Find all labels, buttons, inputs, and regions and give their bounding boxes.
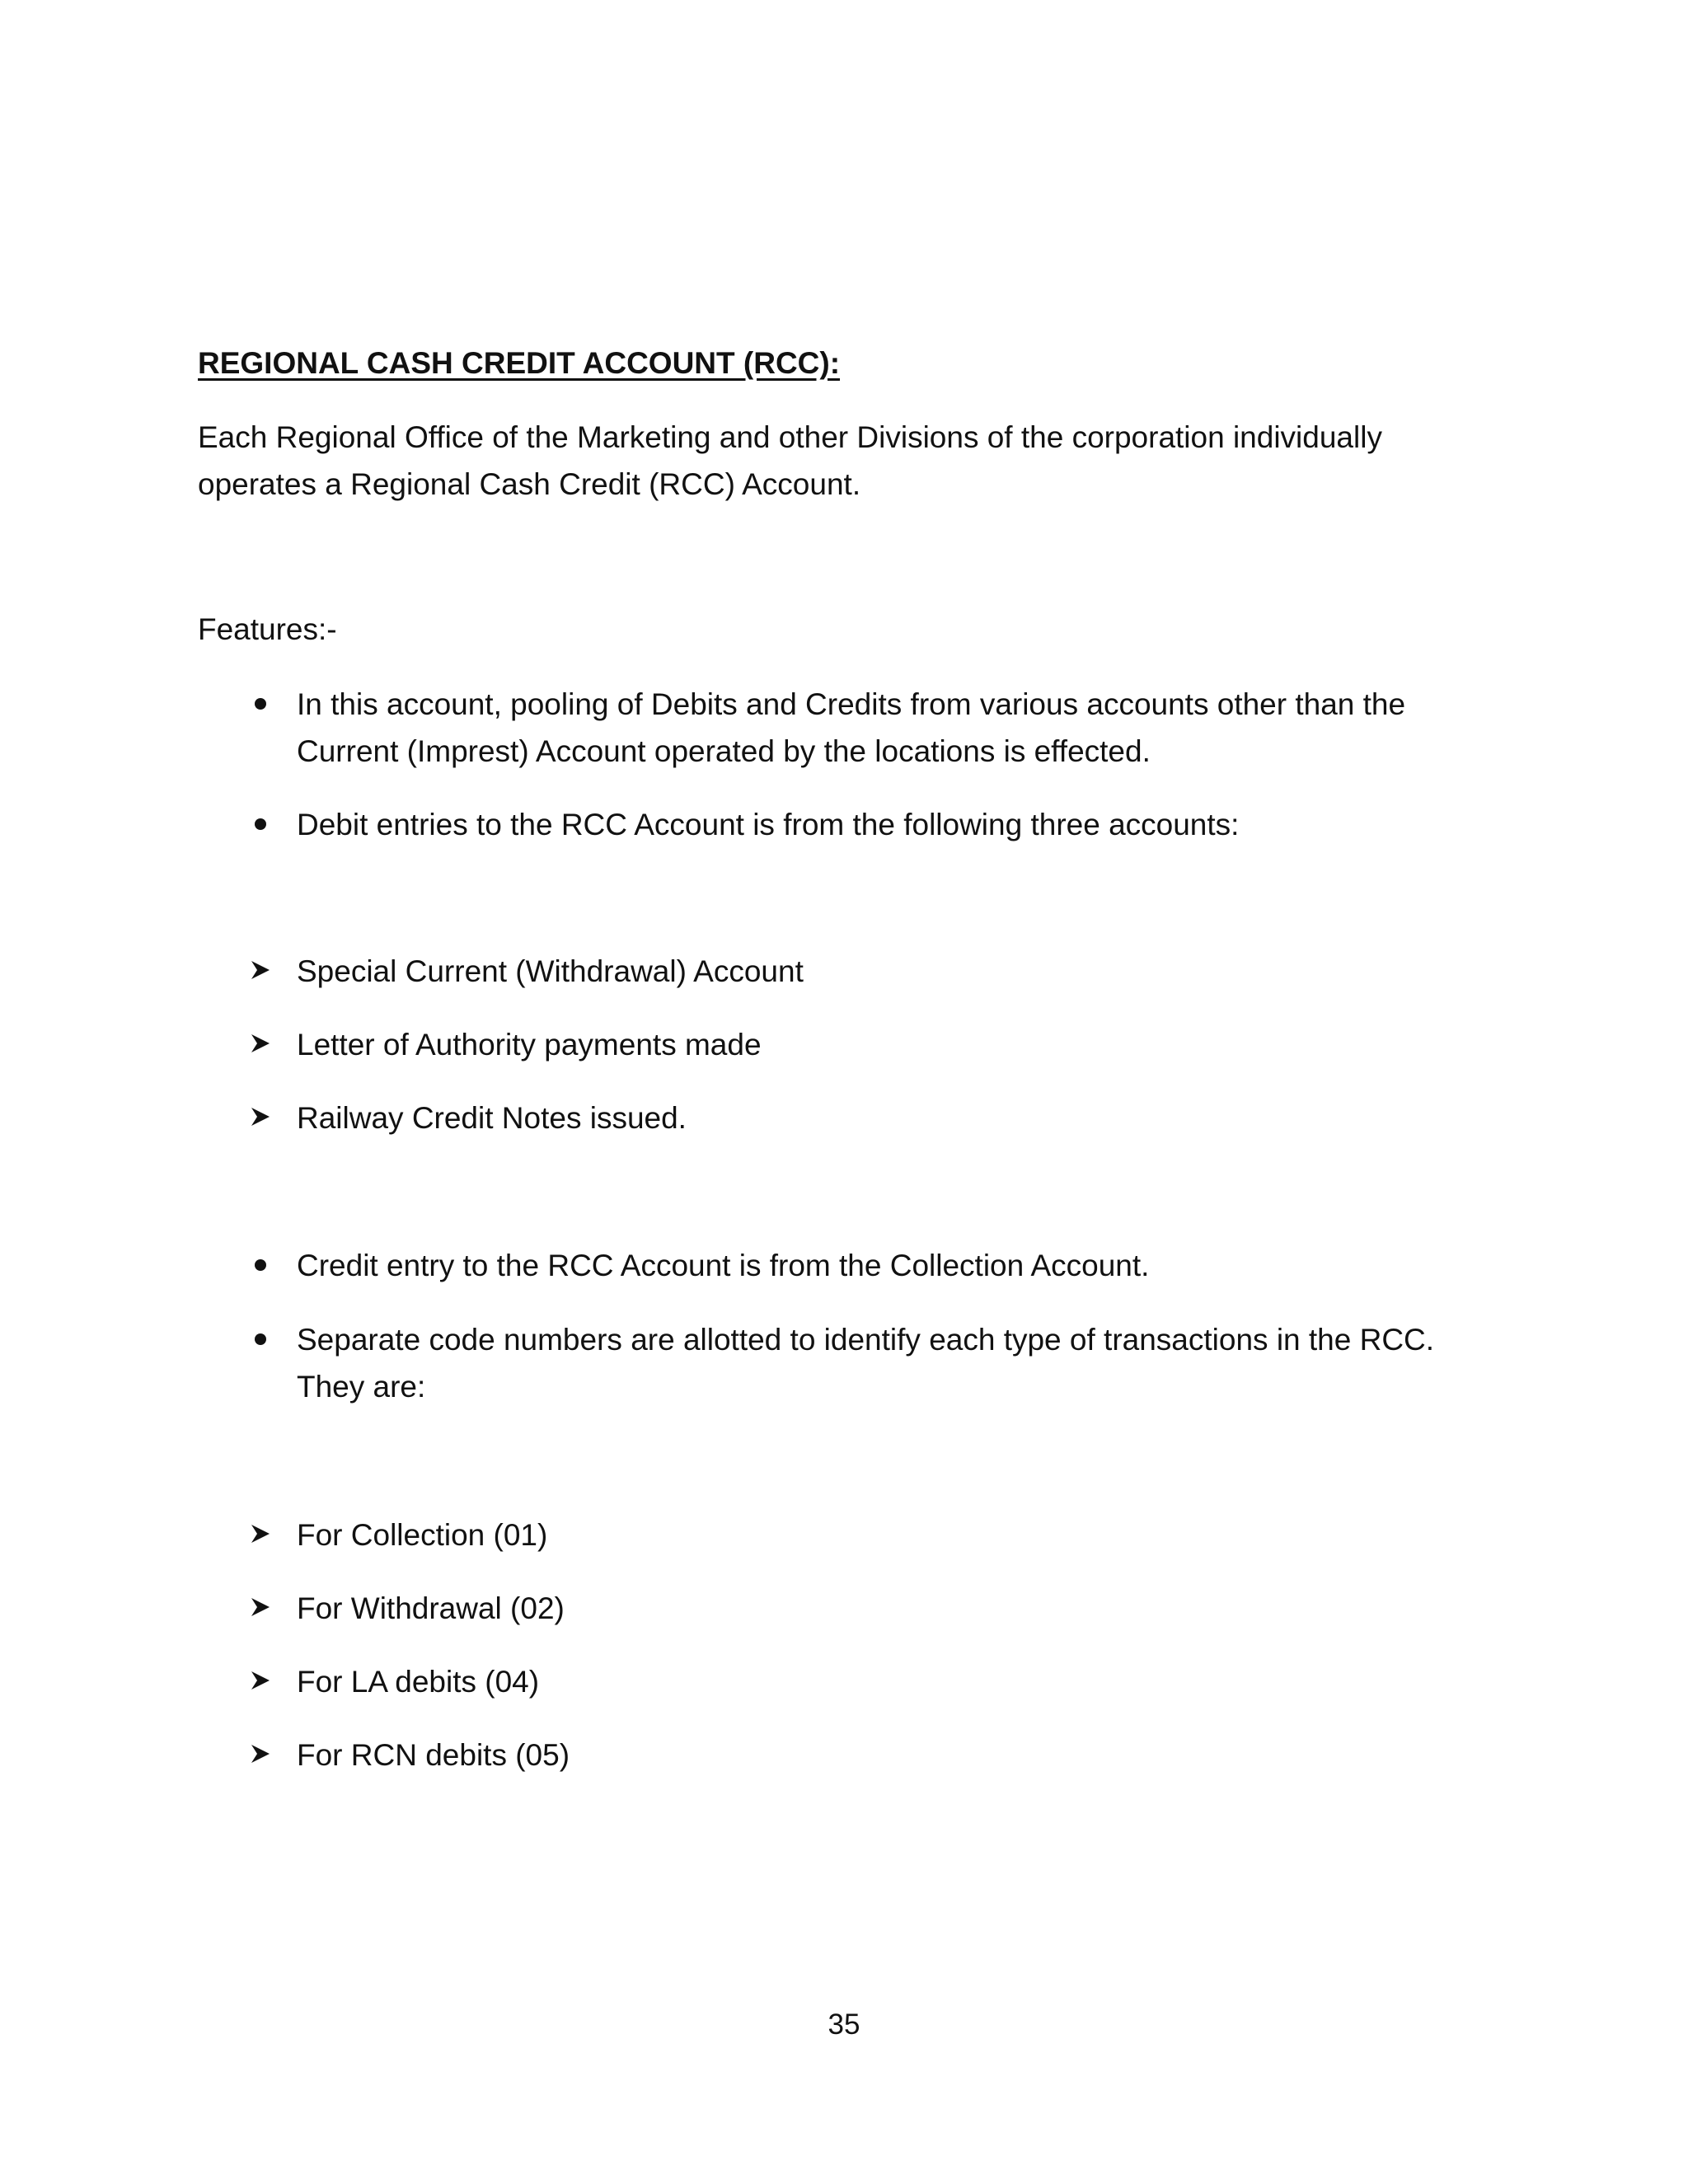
list-item-line: Credit entry to the RCC Account is from the Collection Account. [297,1249,1150,1282]
intro-line-2: operates a Regional Cash Credit (RCC) Account. [198,467,861,501]
arrow-bullet-icon [244,1585,277,1632]
arrow-bullet-icon [244,1732,277,1779]
list-item-label: For Collection (01) [297,1518,548,1552]
list-item-label: Special Current (Withdrawal) Account [297,954,804,988]
bullet-icon [244,801,277,848]
list-item-label: For LA debits (04) [297,1665,540,1699]
intro-paragraph [198,414,1484,508]
list-item-label: Railway Credit Notes issued. [297,1101,687,1135]
list-item-label: For RCN debits (05) [297,1738,570,1772]
bullet-icon [244,1316,277,1363]
list-item-label: Letter of Authority payments made [297,1028,762,1062]
list-item-line: Separate code numbers are allotted to identify each type of transactions in the RCC. [297,1323,1435,1357]
list-item-line: Current (Imprest) Account operated by the locations is effected. [297,734,1151,768]
arrow-bullet-icon [244,1511,277,1558]
section-heading: REGIONAL CASH CREDIT ACCOUNT (RCC): [198,346,841,380]
bullet-icon [244,1242,277,1289]
list-item-line: They are: [297,1370,426,1404]
list-item-line: In this account, pooling of Debits and Credits from various accounts other than the [297,687,1406,721]
arrow-bullet-icon [244,1021,277,1068]
list-item-label: For Withdrawal (02) [297,1591,565,1625]
arrow-bullet-icon [244,1658,277,1705]
list-item-line: Debit entries to the RCC Account is from the following three accounts: [297,808,1240,841]
bullet-icon [244,681,277,728]
intro-line-1: Each Regional Office of the Marketing and other Divisions of the corporation individually [198,420,1382,454]
arrow-bullet-icon [244,1094,277,1141]
arrow-bullet-icon [244,948,277,995]
page-number: 35 [828,2008,860,2041]
features-label: Features:- [198,612,337,646]
